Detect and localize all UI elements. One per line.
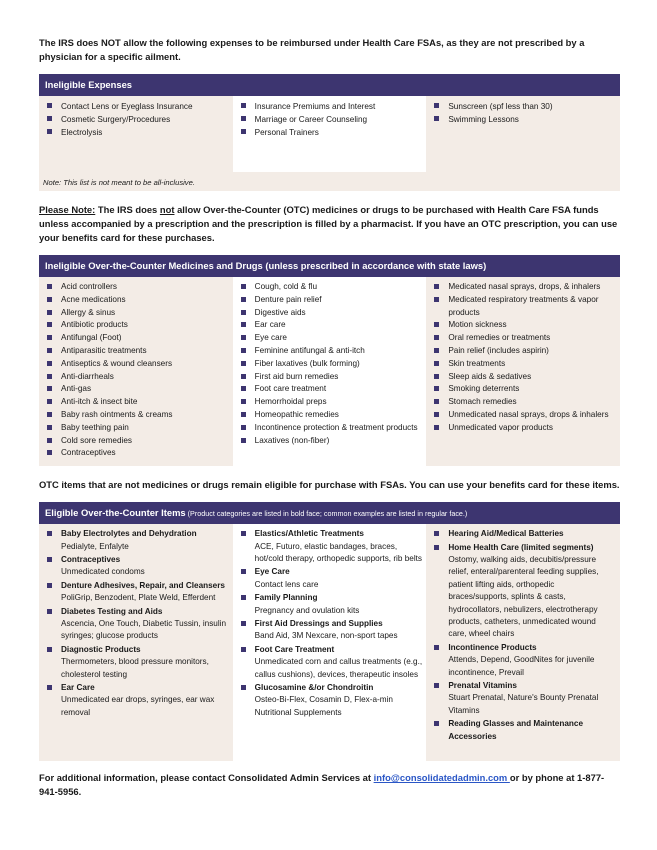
list-item: Allergy & sinus: [43, 307, 229, 320]
document-page: [39, 36, 620, 809]
ineligible-otc-header: Ineligible Over-the-Counter Medicines and Drugs (unless prescribed in accordance with state laws): [39, 255, 620, 277]
category-examples: Unmedicated corn and callus treatments (e.g., callus cushions), devices, therapeutic insoles: [254, 657, 423, 679]
list-item: Antibiotic products: [43, 319, 229, 332]
product-category: [430, 542, 616, 641]
list-item: Insurance Premiums and Interest: [237, 100, 423, 113]
please-note-paragraph: [39, 203, 620, 245]
category-examples: Attends, Depend, GoodNites for juvenile incontinence, Prevail: [448, 655, 595, 677]
eligible-otc-column-1: [39, 524, 233, 761]
please-note-not: not: [159, 204, 175, 215]
list-item: Medicated nasal sprays, drops, & inhalers: [430, 281, 616, 294]
eligible-otc-title: Eligible Over-the-Counter Items: [45, 507, 186, 519]
list-item: Fiber laxatives (bulk forming): [237, 358, 423, 371]
product-category: [237, 644, 423, 681]
list-item: Homeopathic remedies: [237, 409, 423, 422]
contact-text-a: For additional information, please contact Consolidated Admin Services at: [39, 772, 374, 784]
list-item: Acne medications: [43, 294, 229, 307]
please-note-text-a: The IRS does: [95, 204, 160, 215]
list-item: Hemorrhoidal preps: [237, 396, 423, 409]
list-item: Stomach remedies: [430, 396, 616, 409]
category-name: Hearing Aid/Medical Batteries: [430, 528, 616, 540]
category-examples: Unmedicated condoms: [61, 567, 145, 577]
category-examples: ACE, Futuro, elastic bandages, braces, hot/cold therapy, orthopedic supports, rib belts: [254, 541, 423, 563]
list-item: Anti-diarrheals: [43, 371, 229, 384]
category-examples: Ostomy, walking aids, decubitis/pressure relief, enteral/parenteral feeding supplies, patient lifting aids, orthopedic braces/supports, splints & casts, hydrocollators, nebulizers, electrotherapy products, catheters, unmedicated wound care, wheel chairs: [448, 554, 599, 639]
please-note-text-b: allow Over-the-Counter (OTC) medicines or drugs to be purchased with Health Care FSA funds unless accompanied by a prescription and the prescription is filled by a pharmacist. If you have an OTC prescription, you can use your benefits card for these purchases.: [39, 204, 618, 243]
list-item: Baby teething pain: [43, 422, 229, 435]
category-name: Family Planning: [237, 592, 423, 604]
category-name: Reading Glasses and Maintenance Accessories: [430, 718, 616, 743]
category-name: Eye Care: [237, 566, 423, 578]
category-name: Baby Electrolytes and Dehydration: [43, 528, 229, 540]
product-category: [237, 592, 423, 617]
eligible-otc-header: [39, 502, 620, 524]
category-name: Diagnostic Products: [43, 644, 229, 656]
list-item: First aid burn remedies: [237, 371, 423, 384]
product-category: [237, 528, 423, 565]
category-examples: Pedialyte, Enfalyte: [61, 541, 129, 551]
list-item: Personal Trainers: [237, 126, 423, 139]
ineligible-expenses-note: Note: This list is not meant to be all-inclusive.: [43, 178, 195, 187]
list-item: Cosmetic Surgery/Procedures: [43, 113, 229, 126]
product-category: [237, 566, 423, 591]
category-examples: Unmedicated ear drops, syringes, ear wax removal: [61, 695, 215, 717]
list-item: Sunscreen (spf less than 30): [430, 100, 616, 113]
category-name: Prenatal Vitamins: [430, 680, 616, 692]
category-examples: Stuart Prenatal, Nature's Bounty Prenatal Vitamins: [448, 693, 599, 715]
list-item: Cold sore remedies: [43, 435, 229, 448]
list-item: Acid controllers: [43, 281, 229, 294]
intro-paragraph: The IRS does NOT allow the following expenses to be reimbursed under Health Care FSAs, as they are not prescribed by a physician for a specific ailment.: [39, 37, 585, 62]
category-name: Incontinence Products: [430, 642, 616, 654]
product-category: [43, 554, 229, 579]
category-name: Home Health Care (limited segments): [430, 542, 616, 554]
list-item: Marriage or Career Counseling: [237, 113, 423, 126]
please-note-label: Please Note:: [39, 204, 96, 215]
eligible-otc-panel: [39, 502, 620, 761]
contact-text-b: or by phone at 1-877-941-5956.: [39, 772, 605, 798]
ineligible-expenses-list-2: [237, 100, 423, 139]
product-category: [237, 682, 423, 719]
category-examples: PoliGrip, Benzodent, Plate Weld, Efferdent: [61, 593, 216, 603]
ineligible-expenses-header: Ineligible Expenses: [39, 74, 620, 96]
product-category: [43, 644, 229, 681]
product-category: [237, 618, 423, 643]
product-category: [43, 528, 229, 553]
category-examples: Band Aid, 3M Nexcare, non-sport tapes: [254, 631, 398, 641]
product-category: [430, 528, 616, 540]
category-examples: Osteo-Bi-Flex, Cosamin D, Flex-a-min Nutritional Supplements: [254, 695, 393, 717]
list-item: Anti-itch & insect bite: [43, 396, 229, 409]
list-item: Cough, cold & flu: [237, 281, 423, 294]
ineligible-otc-list-1: [43, 281, 229, 460]
list-item: Unmedicated vapor products: [430, 422, 616, 435]
eligible-otc-column-2: [233, 524, 427, 761]
category-examples: Pregnancy and ovulation kits: [254, 605, 360, 615]
product-category: [43, 682, 229, 719]
ineligible-expenses-list-1: [43, 100, 229, 139]
eligible-otc-column-3: [426, 524, 620, 761]
contact-paragraph: [39, 771, 620, 799]
list-item: Incontinence protection & treatment products: [237, 422, 423, 435]
list-item: Swimming Lessons: [430, 113, 616, 126]
category-examples: Ascencia, One Touch, Diabetic Tussin, insulin syringes; glucose products: [61, 619, 227, 641]
category-examples: Contact lens care: [254, 579, 319, 589]
ineligible-otc-list-2: [237, 281, 423, 447]
ineligible-expenses-list-3: [430, 100, 616, 126]
list-item: Baby rash ointments & creams: [43, 409, 229, 422]
list-item: Anti-gas: [43, 383, 229, 396]
category-examples: Thermometers, blood pressure monitors, cholesterol testing: [61, 657, 209, 679]
list-item: Pain relief (includes aspirin): [430, 345, 616, 358]
product-category: [430, 642, 616, 679]
ineligible-otc-panel: [39, 255, 620, 466]
list-item: Antiparasitic treatments: [43, 345, 229, 358]
product-category: [430, 718, 616, 743]
contact-email-link[interactable]: info@consolidatedadmin.com: [373, 772, 510, 784]
list-item: Laxatives (non-fiber): [237, 435, 423, 448]
list-item: Electrolysis: [43, 126, 229, 139]
list-item: Antiseptics & wound cleansers: [43, 358, 229, 371]
ineligible-expenses-panel: [39, 74, 620, 191]
ineligible-otc-list-3: [430, 281, 616, 435]
list-item: Feminine antifungal & anti-itch: [237, 345, 423, 358]
category-name: Contraceptives: [43, 554, 229, 566]
product-category: [43, 606, 229, 643]
list-item: Oral remedies or treatments: [430, 332, 616, 345]
list-item: Ear care: [237, 319, 423, 332]
category-name: First Aid Dressings and Supplies: [237, 618, 423, 630]
category-name: Denture Adhesives, Repair, and Cleansers: [43, 580, 229, 592]
list-item: Contraceptives: [43, 447, 229, 460]
list-item: Motion sickness: [430, 319, 616, 332]
otc-eligible-intro: OTC items that are not medicines or drugs remain eligible for purchase with FSAs. You can use your benefits card for these items.: [39, 479, 620, 491]
category-name: Diabetes Testing and Aids: [43, 606, 229, 618]
category-name: Glucosamine &/or Chondroitin: [237, 682, 423, 694]
list-item: Denture pain relief: [237, 294, 423, 307]
list-item: Sleep aids & sedatives: [430, 371, 616, 384]
product-category: [430, 680, 616, 717]
category-name: Ear Care: [43, 682, 229, 694]
product-category: [43, 580, 229, 605]
eligible-otc-subtitle: (Product categories are listed in bold face; common examples are listed in regular face.): [185, 509, 468, 519]
list-item: Smoking deterrents: [430, 383, 616, 396]
list-item: Foot care treatment: [237, 383, 423, 396]
list-item: Skin treatments: [430, 358, 616, 371]
list-item: Medicated respiratory treatments & vapor products: [430, 294, 616, 320]
list-item: Antifungal (Foot): [43, 332, 229, 345]
list-item: Unmedicated nasal sprays, drops & inhalers: [430, 409, 616, 422]
list-item: Digestive aids: [237, 307, 423, 320]
category-name: Elastics/Athletic Treatments: [237, 528, 423, 540]
list-item: Eye care: [237, 332, 423, 345]
list-item: Contact Lens or Eyeglass Insurance: [43, 100, 229, 113]
category-name: Foot Care Treatment: [237, 644, 423, 656]
